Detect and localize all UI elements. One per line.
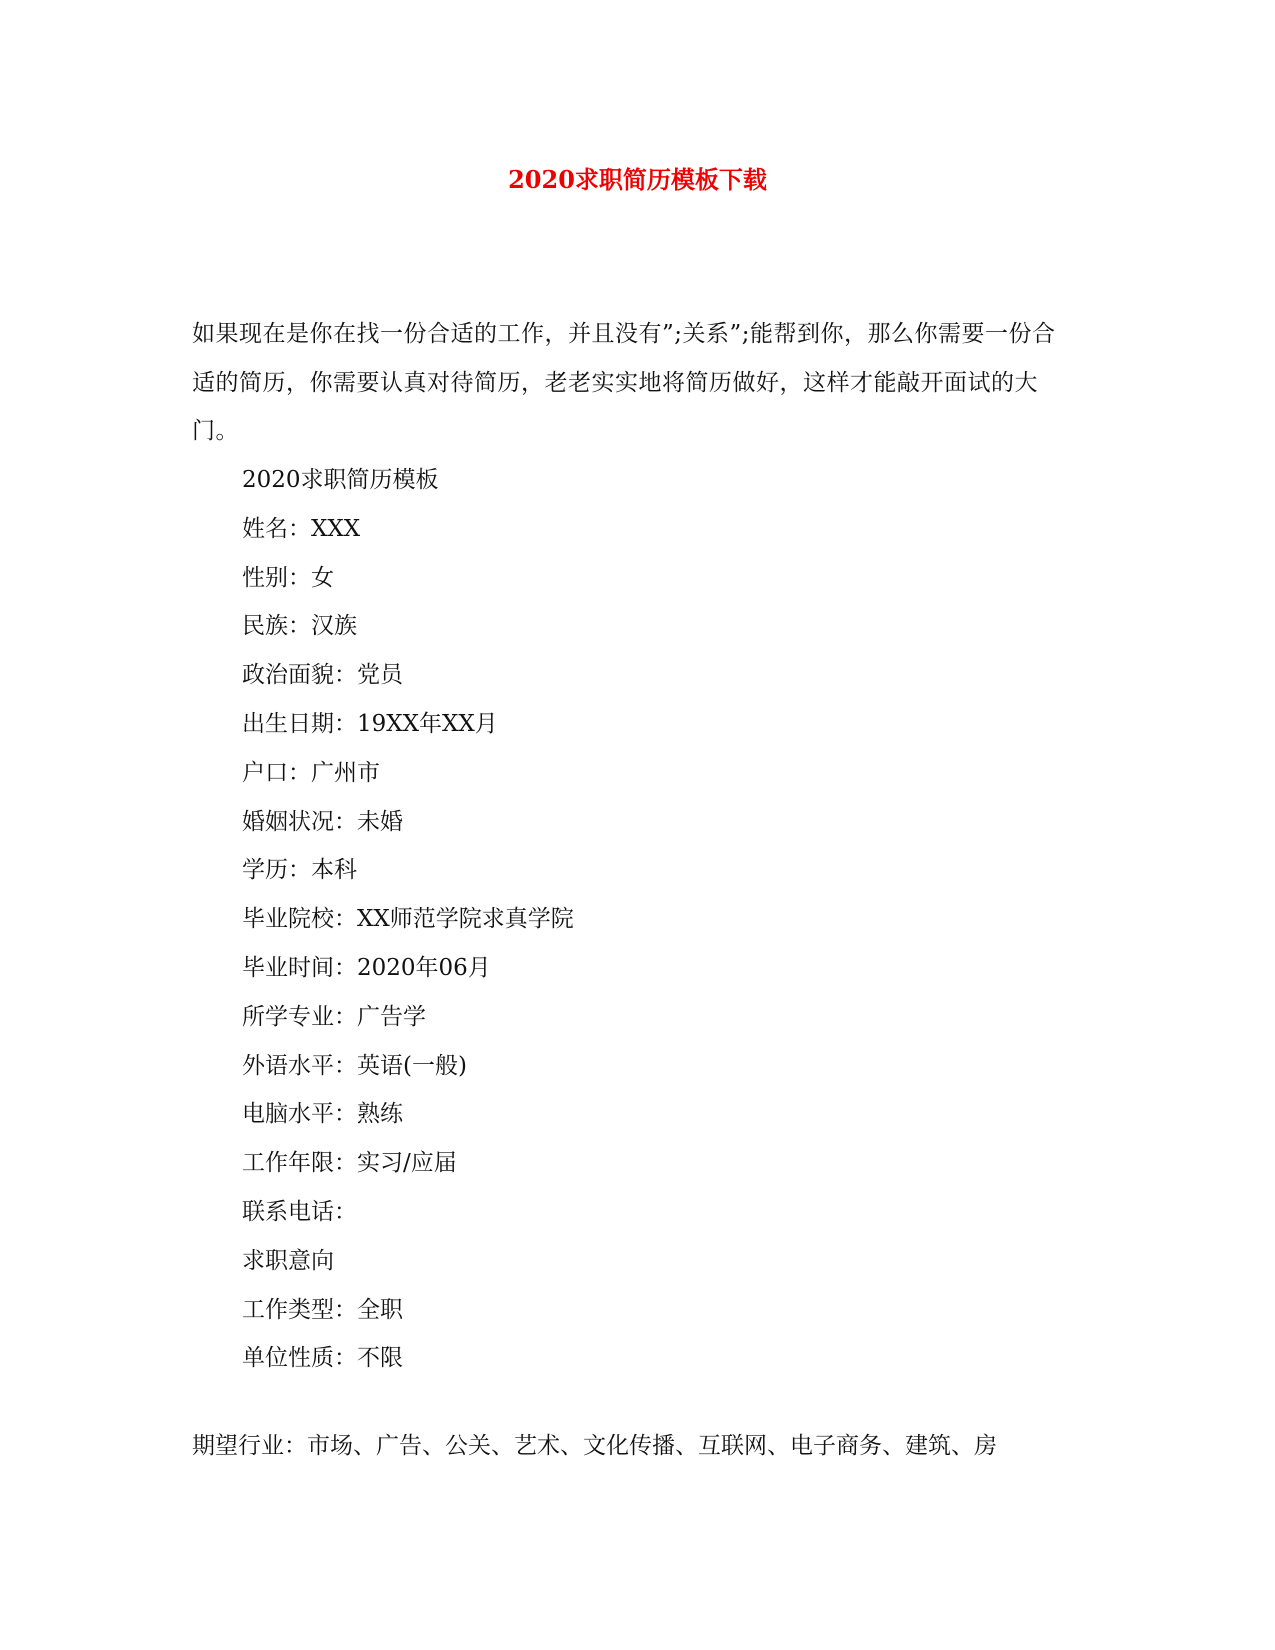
resume-line-marital-status: 婚姻状况：未婚: [242, 808, 403, 835]
resume-line-language-level: 外语水平：英语(一般): [242, 1052, 467, 1079]
resume-line-graduation-date: 毕业时间：2020年06月: [242, 954, 491, 981]
resume-line-name: 姓名：XXX: [242, 515, 361, 542]
expected-industry-line: 期望行业：市场、广告、公关、艺术、文化传播、互联网、电子商务、建筑、房: [192, 1433, 997, 1459]
resume-line-birth-date: 出生日期：19XX年XX月: [242, 710, 498, 737]
resume-line-school: 毕业院校：XX师范学院求真学院: [242, 906, 574, 933]
resume-line-political-status: 政治面貌：党员: [242, 662, 403, 689]
page-title: 2020求职简历模板下载: [508, 165, 767, 194]
resume-line-computer-level: 电脑水平：熟练: [242, 1101, 403, 1128]
resume-line-job-intention: 求职意向: [242, 1247, 334, 1274]
intro-paragraph: 如果现在是你在找一份合适的工作，并且没有”;关系”;能帮到你，那么你需要一份合适的简历，你需要认真对待简历，老老实实地将简历做好，这样才能敲开面试的大门。: [192, 321, 1056, 444]
resume-line-household: 户口：广州市: [242, 759, 380, 786]
resume-line-gender: 性别：女: [242, 564, 334, 591]
resume-line-ethnicity: 民族：汉族: [242, 613, 357, 640]
resume-details-list: [242, 456, 574, 1383]
resume-line-heading: 2020求职简历模板: [242, 467, 439, 493]
resume-line-phone: 联系电话：: [242, 1198, 357, 1225]
resume-line-company-type: 单位性质：不限: [242, 1345, 403, 1372]
resume-line-education: 学历：本科: [242, 857, 357, 884]
resume-line-major: 所学专业：广告学: [242, 1003, 426, 1030]
resume-line-work-years: 工作年限：实习/应届: [242, 1150, 457, 1177]
resume-line-job-type: 工作类型：全职: [242, 1296, 403, 1323]
